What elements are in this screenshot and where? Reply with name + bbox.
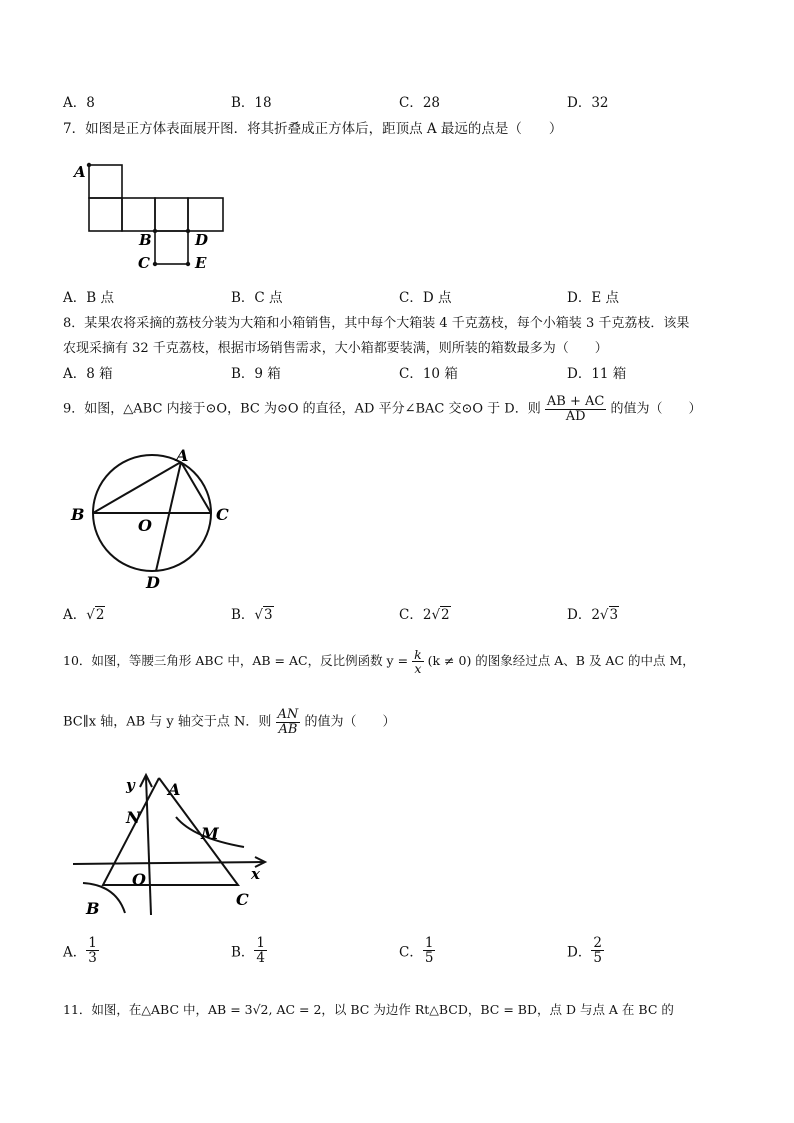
q10-stem-line1: 10．如图，等腰三角形 ABC 中，AB = AC，反比例函数 y = $\frac{k}{x}$ (k ≠ 0) 的图象经过点 A、B 及 AC 的中点 M，	[63, 647, 695, 677]
q9-label-d: D	[146, 573, 160, 592]
sqrt-icon: √3	[254, 607, 273, 623]
q10-label-c: C	[236, 890, 249, 909]
q9-option-a: A．√2	[63, 607, 105, 623]
q8-stem-line2: 农现采摘有 32 千克荔枝，根据市场销售需求，大小箱都要装满，则所装的箱数最多为（ ）	[63, 341, 608, 356]
q10-graph-figure	[68, 765, 278, 920]
q7-label-a: A	[74, 163, 86, 181]
q10-label-x: x	[251, 865, 260, 883]
q9-label-o: O	[138, 516, 152, 535]
q10-label-m: M	[201, 824, 219, 843]
q9-circle-figure	[65, 445, 245, 593]
q9-option-d: D．2√3	[567, 607, 619, 623]
q7-option-d: D．E 点	[567, 290, 619, 306]
q8-option-a: A．8 箱	[63, 366, 113, 382]
q10-label-n: N	[126, 808, 141, 827]
q9-label-c: C	[216, 505, 229, 524]
q9-option-c: C．2√2	[399, 607, 450, 623]
q11-stem: 11．如图，在△ABC 中，AB = 3√2, AC = 2，以 BC 为边作 Rt△BCD，BC = BD，点 D 与点 A 在 BC 的	[63, 1002, 674, 1017]
q6-option-a: A．8	[63, 95, 95, 111]
q9-fraction: $\frac{AB + AC}{AD}$	[546, 394, 605, 424]
q10-fraction: $\frac{AN}{AB}$	[277, 707, 299, 737]
q10-k-over-x: $\frac{k}{x}$	[414, 647, 422, 677]
q10-option-d: D． $\frac{2}{5}$	[567, 935, 602, 967]
sqrt-icon: √3	[599, 607, 619, 623]
q6-option-c: C．28	[399, 95, 441, 111]
q10-label-a: A	[168, 780, 181, 799]
q9-stem: 9．如图，△ABC 内接于⊙O，BC 为⊙O 的直径，AD 平分∠BAC 交⊙O 于 D．则 $\frac{AB + AC}{AD}$ 的值为（ ）	[63, 394, 702, 424]
q6-option-d: D．32	[567, 95, 609, 111]
q7-label-e: E	[195, 254, 207, 272]
q6-option-b: B．18	[231, 95, 272, 111]
q9-label-b: B	[71, 505, 85, 524]
q10-label-b: B	[86, 899, 100, 918]
q8-option-d: D．11 箱	[567, 366, 627, 382]
q7-option-a: A．B 点	[63, 290, 114, 306]
q8-option-b: B．9 箱	[231, 366, 281, 382]
q8-option-c: C．10 箱	[399, 366, 458, 382]
sqrt-icon: √2	[431, 607, 450, 623]
q10-label-y: y	[126, 776, 135, 794]
q7-option-c: C．D 点	[399, 290, 452, 306]
q7-label-b: B	[139, 231, 152, 249]
q9-label-a: A	[176, 446, 189, 465]
sqrt-icon: √2	[86, 607, 105, 623]
q10-option-a: A． $\frac{1}{3}$	[63, 935, 97, 967]
q7-stem: 7．如图是正方体表面展开图．将其折叠成正方体后，距顶点 A 最远的点是（ ）	[63, 121, 563, 137]
q7-cube-net-figure	[70, 155, 235, 273]
q10-stem-line2: BC∥x 轴，AB 与 y 轴交于点 N．则 $\frac{AN}{AB}$ 的值为（ ）	[63, 707, 396, 737]
q7-option-b: B．C 点	[231, 290, 283, 306]
q10-option-c: C． $\frac{1}{5}$	[399, 935, 434, 967]
q8-stem-line1: 8．某果农将采摘的荔枝分装为大箱和小箱销售，其中每个大箱装 4 千克荔枝，每个小箱装 3 千克荔枝．该果	[63, 316, 690, 331]
q10-label-o: O	[132, 870, 146, 889]
q10-option-b: B． $\frac{1}{4}$	[231, 935, 266, 967]
q7-label-d: D	[195, 231, 209, 249]
q7-label-c: C	[138, 254, 150, 272]
q9-option-b: B．√3	[231, 607, 273, 623]
